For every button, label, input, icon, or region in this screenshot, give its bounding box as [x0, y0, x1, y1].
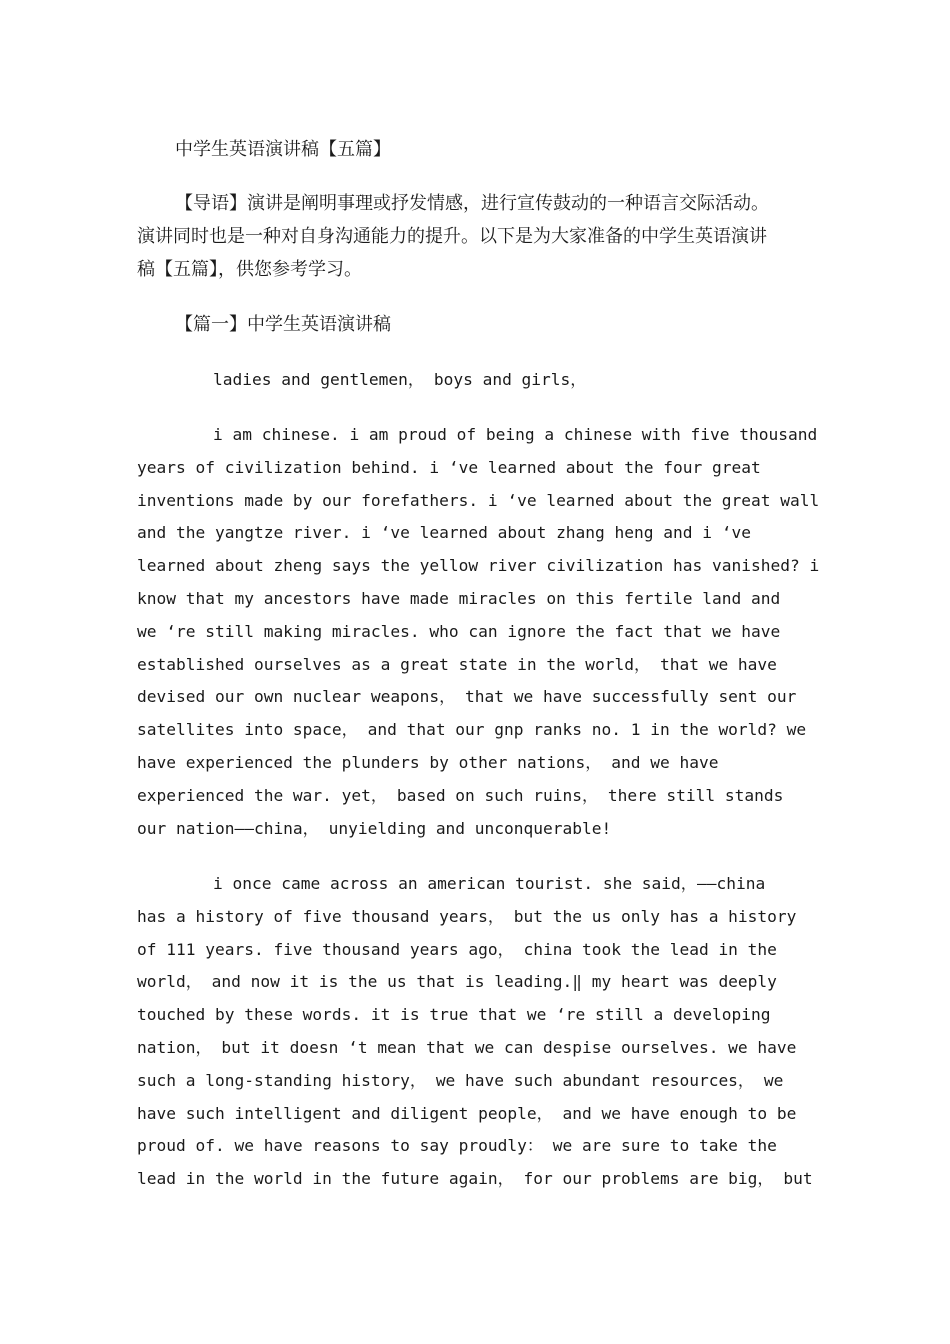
intro-line: 演讲同时也是一种对自身沟通能力的提升。以下是为大家准备的中学生英语演讲 [137, 226, 767, 247]
intro-line: 稿【五篇】，供您参考学习。 [137, 259, 362, 280]
body-paragraph-1 [137, 419, 827, 845]
paragraph-line: experienced the war. yet， based on such ruins， there still stands [137, 785, 784, 805]
paragraph-line: years of civilization behind. i ‘ve learned about the four great [137, 457, 761, 477]
body-paragraph-2 [137, 868, 827, 1196]
paragraph-line: have such intelligent and diligent people， and we have enough to be [137, 1103, 797, 1123]
document-title: 中学生英语演讲稿【五篇】 [175, 139, 391, 160]
paragraph-line: established ourselves as a great state in the world， that we have [137, 654, 777, 674]
paragraph-line: have experienced the plunders by other nations， and we have [137, 752, 719, 772]
paragraph-line: has a history of five thousand years， but the us only has a history [137, 906, 797, 926]
paragraph-line: proud of. we have reasons to say proudly： we are sure to take the [137, 1136, 777, 1156]
section-heading: 【篇一】中学生英语演讲稿 [175, 314, 391, 335]
paragraph-line: learned about zheng says the yellow river civilization has vanished? i [137, 556, 820, 576]
paragraph-line: of 111 years. five thousand years ago， china took the lead in the [137, 939, 777, 959]
paragraph-line: know that my ancestors have made miracles on this fertile land and [137, 588, 781, 608]
paragraph-line: i am chinese. i am proud of being a chinese with five thousand [213, 425, 818, 444]
paragraph-line: lead in the world in the future again， for our problems are big， but [137, 1169, 813, 1189]
greeting-text: ladies and gentlemen， boys and girls， [213, 370, 587, 389]
intro-line: 【导语】演讲是阐明事理或抒发情感，进行宣传鼓动的一种语言交际活动。 [175, 193, 769, 214]
paragraph-line: world， and now it is the us that is leading.‖ my heart was deeply [137, 972, 777, 992]
paragraph-line: and the yangtze river. i ‘ve learned about zhang heng and i ‘ve [137, 523, 751, 543]
paragraph-line: such a long-standing history， we have such abundant resources， we [137, 1070, 784, 1090]
paragraph-line: our nation——china， unyielding and unconquerable! [137, 818, 612, 838]
paragraph-line: devised our own nuclear weapons， that we have successfully sent our [137, 687, 797, 707]
paragraph-line: i once came across an american tourist. she said，——china [213, 874, 766, 893]
paragraph-line: satellites into space， and that our gnp ranks no. 1 in the world? we [137, 720, 807, 740]
paragraph-line: touched by these words. it is true that we ‘re still a developing [137, 1005, 771, 1025]
paragraph-line: we ‘re still making miracles. who can ignore the fact that we have [137, 621, 781, 641]
paragraph-line: inventions made by our forefathers. i ‘ve learned about the great wall [137, 490, 820, 510]
paragraph-line: nation， but it doesn ‘t mean that we can despise ourselves. we have [137, 1037, 797, 1057]
greeting-line [213, 364, 903, 397]
